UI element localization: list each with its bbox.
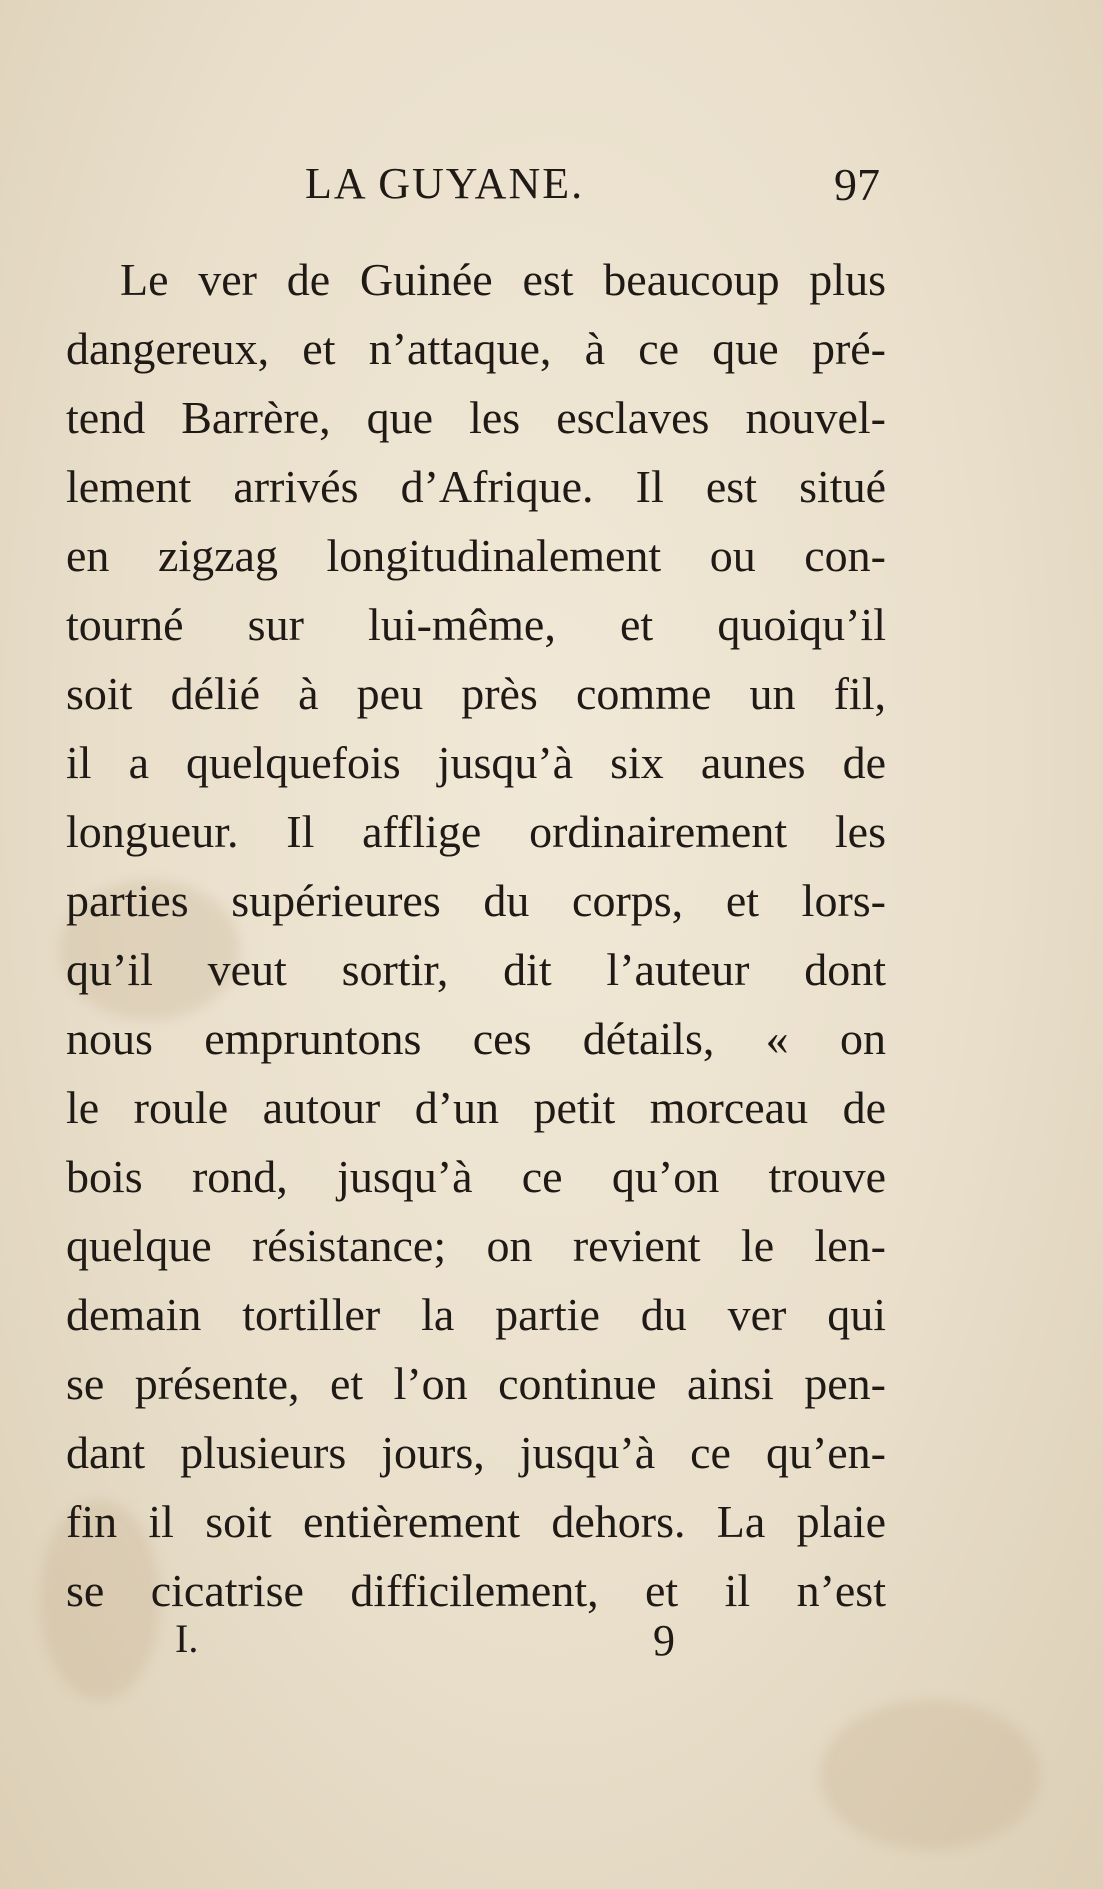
page-number: 97 (834, 159, 880, 210)
text-line: nous empruntons ces détails, « on (66, 1013, 886, 1064)
page-footer (70, 1615, 880, 1675)
running-head: LA GUYANE. (305, 159, 585, 208)
text-line: qu’il veut sortir, dit l’auteur dont (66, 944, 886, 995)
text-line: tourné sur lui-même, et quoiqu’il (66, 599, 886, 650)
body-text (66, 245, 886, 1625)
text-line: il a quelquefois jusqu’à six aunes de (66, 737, 886, 788)
text-line: longueur. Il afflige ordinairement les (66, 806, 886, 857)
signature-volume: I. (175, 1616, 199, 1661)
text-line: tend Barrère, que les esclaves nouvel- (66, 392, 886, 443)
text-line: dant plusieurs jours, jusqu’à ce qu’en- (66, 1427, 886, 1478)
text-line: Le ver de Guinée est beaucoup plus (120, 254, 886, 305)
text-line: lement arrivés d’Afrique. Il est situé (66, 461, 886, 512)
text-line: demain tortiller la partie du ver qui (66, 1289, 886, 1340)
text-line: se présente, et l’on continue ainsi pen- (66, 1358, 886, 1409)
page-header (70, 150, 880, 220)
text-line: soit délié à peu près comme un fil, (66, 668, 886, 719)
paper-stain (820, 1700, 1040, 1850)
text-line: fin il soit entièrement dehors. La plaie (66, 1496, 886, 1547)
text-line: en zigzag longitudinalement ou con- (66, 530, 886, 581)
text-line: parties supérieures du corps, et lors- (66, 875, 886, 926)
signature-mark: 9 (653, 1616, 675, 1665)
text-line: quelque résistance; on revient le len- (66, 1220, 886, 1271)
text-line: dangereux, et n’attaque, à ce que pré- (66, 323, 886, 374)
text-line: le roule autour d’un petit morceau de (66, 1082, 886, 1133)
text-line: se cicatrise difficilement, et il n’est (66, 1565, 886, 1616)
text-line: bois rond, jusqu’à ce qu’on trouve (66, 1151, 886, 1202)
